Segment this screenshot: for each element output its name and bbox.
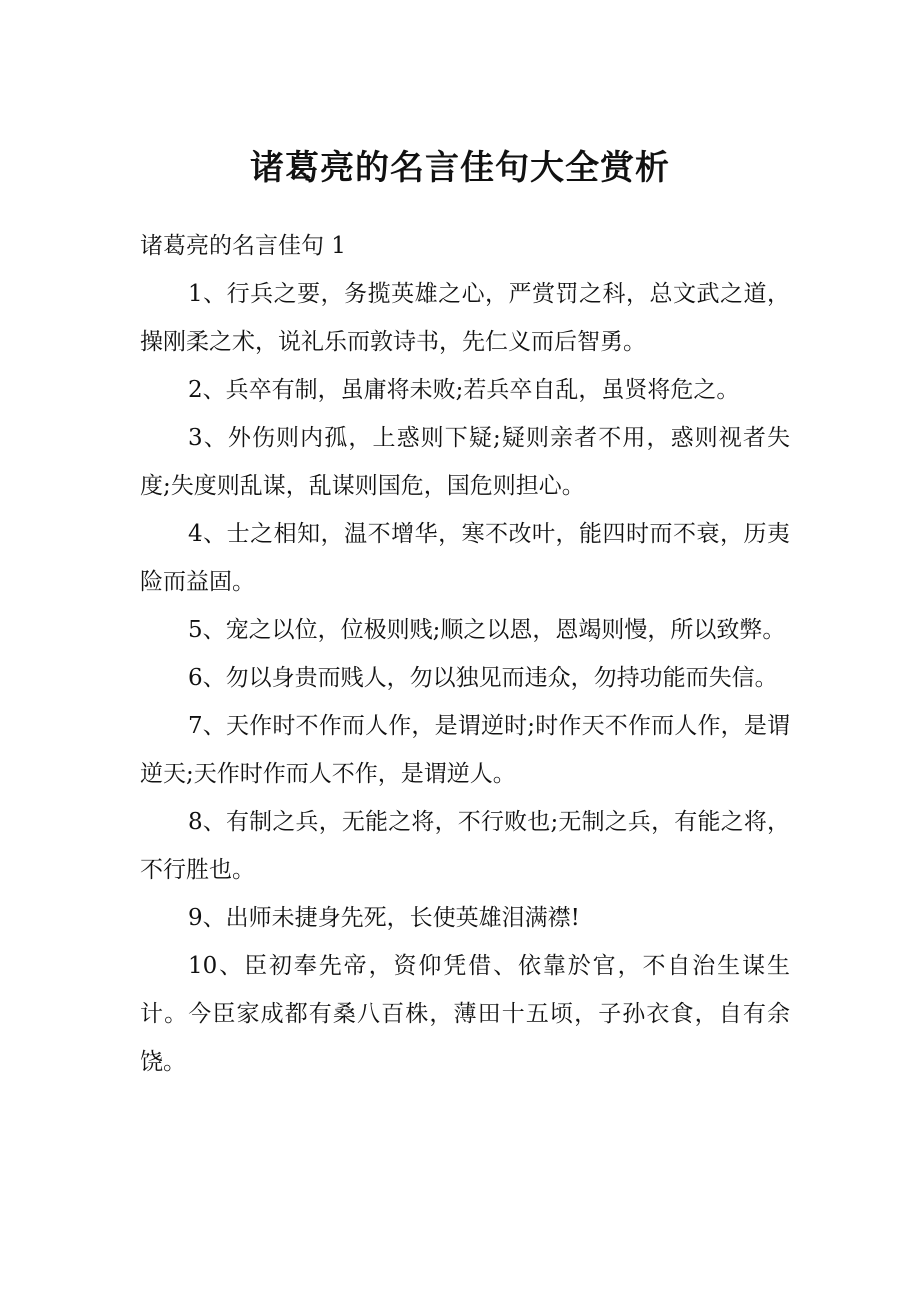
quote-paragraph: 9、出师未捷身先死，长使英雄泪满襟! xyxy=(188,905,580,931)
document-title: 诸葛亮的名言佳句大全赏析 xyxy=(250,148,670,188)
quote-paragraph: 4、士之相知，温不增华，寒不改叶，能四时而不衰，历夷险而益固。 xyxy=(140,521,790,595)
document-body xyxy=(140,222,790,1086)
quote-paragraph: 8、有制之兵，无能之将，不行败也;无制之兵，有能之将，不行胜也。 xyxy=(140,809,790,883)
quote-paragraph: 7、天作时不作而人作，是谓逆时;时作天不作而人作，是谓逆天;天作时作而人不作，是谓逆人。 xyxy=(140,713,790,787)
quote-paragraph: 3、外伤则内孤，上惑则下疑;疑则亲者不用，惑则视者失度;失度则乱谋，乱谋则国危，国危则担心。 xyxy=(140,425,790,499)
quote-paragraph: 5、宠之以位，位极则贱;顺之以恩，恩竭则慢，所以致弊。 xyxy=(188,617,786,643)
quote-paragraph: 10、臣初奉先帝，资仰凭借、依靠於官，不自治生谋生计。今臣家成都有桑八百株，薄田十五顷，子孙衣食，自有余饶。 xyxy=(140,953,790,1075)
quote-paragraph: 6、勿以身贵而贱人，勿以独见而违众，勿持功能而失信。 xyxy=(188,665,778,691)
quote-paragraph: 1、行兵之要，务揽英雄之心，严赏罚之科，总文武之道，操刚柔之术，说礼乐而敦诗书，先仁义而后智勇。 xyxy=(140,281,790,355)
section-heading: 诸葛亮的名言佳句 1 xyxy=(140,233,346,259)
quote-paragraph: 2、兵卒有制，虽庸将未败;若兵卒自乱，虽贤将危之。 xyxy=(188,377,740,403)
